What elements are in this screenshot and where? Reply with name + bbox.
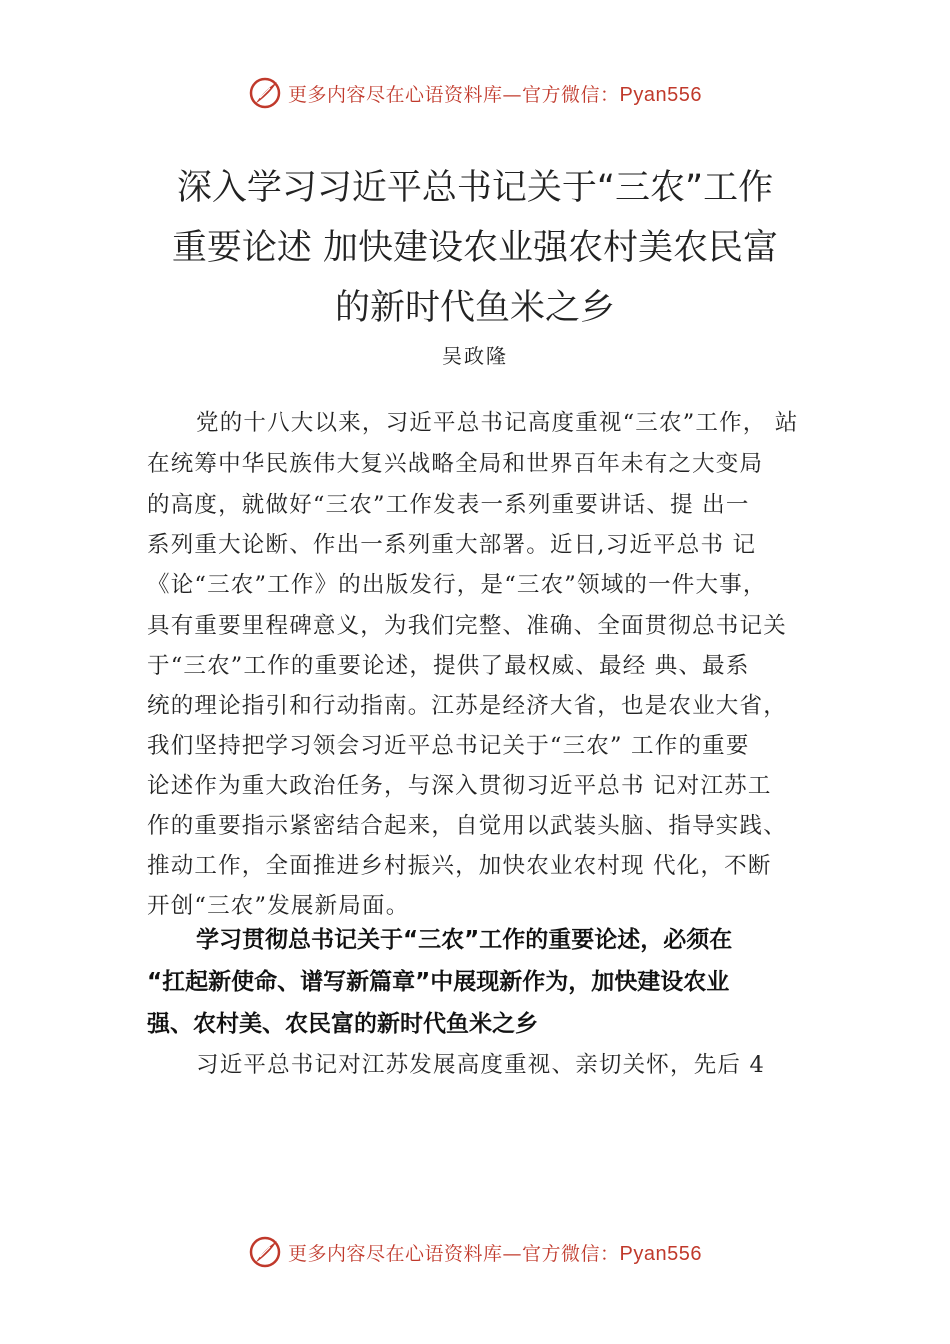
paragraph-line: 论述作为重大政治任务，与深入贯彻习近平总书 记对江苏工 <box>147 773 772 799</box>
paragraph-line: 于“三农”工作的重要论述，提供了最权威、最经 典、最系 <box>147 653 750 679</box>
paragraph-line: 系列重大论断、作出一系列重大部署。近日,习近平总书 记 <box>147 532 757 558</box>
paragraph-line: 《论“三农”工作》的出版发行，是“三农”领域的一件大事， <box>147 572 767 598</box>
feather-logo-icon <box>248 76 282 110</box>
title-line-1: 深入学习习近平总书记关于“三农”工作 <box>176 168 774 208</box>
footer-banner <box>0 1232 950 1272</box>
paragraph-line: 我们坚持把学习领会习近平总书记关于“三农” 工作的重要 <box>147 733 750 759</box>
paragraph-line: 党的十八大以来，习近平总书记高度重视“三农”工作， 站 <box>196 410 799 436</box>
paragraph-line: 开创“三农”发展新局面。 <box>147 893 410 919</box>
paragraph-line: 推动工作，全面推进乡村振兴，加快农业农村现 代化，不断 <box>147 853 772 879</box>
paragraph-2-line: 习近平总书记对江苏发展高度重视、亲切关怀，先后 4 <box>196 1052 765 1078</box>
heading-line: 学习贯彻总书记关于“三农”工作的重要论述，必须在 <box>196 927 733 953</box>
header-banner <box>0 73 950 113</box>
paragraph-line: 具有重要里程碑意义，为我们完整、准确、全面贯彻总书记关 <box>147 613 787 639</box>
paragraph-line: 统的理论指引和行动指南。江苏是经济大省，也是农业大省， <box>147 693 787 719</box>
title-line-3: 的新时代鱼米之乡 <box>334 288 615 328</box>
paragraph-line: 作的重要指示紧密结合起来，自觉用以武装头脑、指导实践、 <box>147 813 787 839</box>
feather-logo-icon <box>248 1235 282 1269</box>
heading-line: “扛起新使命、谱写新篇章”中展现新作为，加快建设农业 <box>147 969 730 995</box>
paragraph-line: 在统筹中华民族伟大复兴战略全局和世界百年未有之大变局 <box>147 451 764 477</box>
author-name: 吴政隆 <box>442 344 508 368</box>
title-line-2: 重要论述 加快建设农业强农村美农民富 <box>171 228 779 268</box>
banner-text: 更多内容尽在心语资料库—官方微信：Pyan556 <box>288 1242 702 1265</box>
heading-line: 强、农村美、农民富的新时代鱼米之乡 <box>147 1011 538 1037</box>
banner-text: 更多内容尽在心语资料库—官方微信：Pyan556 <box>288 83 702 106</box>
paragraph-line: 的高度，就做好“三农”工作发表一系列重要讲话、提 出一 <box>147 492 750 518</box>
